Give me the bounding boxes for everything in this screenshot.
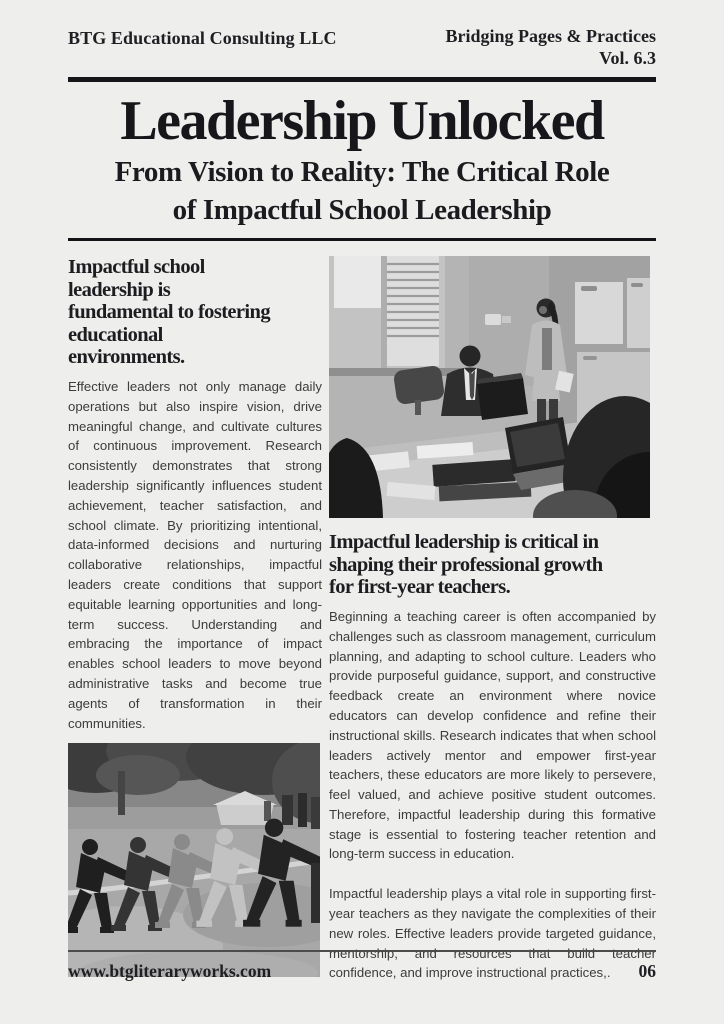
right-article-heading: Impactful leadership is critical in shaping their professional growth for first-year teachers. bbox=[329, 531, 603, 599]
subtitle-line-1: From Vision to Reality: The Critical Role bbox=[114, 155, 610, 188]
article-columns bbox=[68, 256, 656, 983]
right-article-body-paragraph-1: Beginning a teaching career is often accompanied by challenges such as classroom management, curriculum planning, and adapting to school culture. Leaders who provide purposeful guidance, support, and constructive feedback create an environment where novice educators can develop confidence and refine their instructional skills. Research indicates that when school leaders actively mentor and empower first-year teachers, these educators are more likely to persevere, feel valued, and achieve positive student outcomes. Therefore, impactful leadership during this formative stage is essential to fostering teacher retention and long-term success in education. bbox=[329, 608, 656, 862]
tug-of-war-illustration bbox=[68, 743, 320, 977]
classroom-illustration bbox=[329, 256, 650, 518]
subtitle bbox=[68, 154, 656, 229]
volume-number: Vol. 6.3 bbox=[599, 47, 656, 68]
issue-info bbox=[446, 26, 656, 70]
subtitle-line-2: of Impactful School Leadership bbox=[172, 193, 552, 226]
left-column bbox=[68, 256, 322, 983]
publication-name: Bridging Pages & Practices bbox=[445, 26, 656, 46]
right-article-body-paragraph-2: Impactful leadership plays a vital role in supporting first-year teachers as they navigate the complexities of their new roles. Effective leaders provide targeted guidance, mentorship, and resources that build teacher confidence, and improve instructional practices,. bbox=[329, 886, 656, 981]
page-number: 06 bbox=[638, 961, 656, 981]
classroom-photo bbox=[329, 256, 656, 518]
header-divider bbox=[68, 77, 656, 82]
left-article-body: Effective leaders not only manage daily operations but also inspire vision, drive meaningful change, and cultivate cultures of continuous improvement. Research consistently demonstrates that strong leadership significantly influences student achievement, teacher satisfaction, and school climate. By prioritizing intentional, data-informed decisions and nurturing collaborative relationships, impactful leaders create conditions that support equitable learning opportunities and long-term success. Understanding and embracing the importance of impact enables school leaders to move beyond administrative tasks and become true agents of transformation in their communities. bbox=[68, 379, 322, 731]
footer bbox=[68, 950, 656, 982]
website-url: www.btgliteraryworks.com bbox=[68, 961, 272, 981]
page-title: Leadership Unlocked bbox=[120, 89, 604, 152]
left-article-heading: Impactful school leadership is fundamental to fostering educational environments. bbox=[68, 256, 270, 369]
brand-name: BTG Educational Consulting LLC bbox=[68, 28, 337, 48]
tug-of-war-photo bbox=[68, 743, 322, 977]
masthead-divider bbox=[68, 238, 656, 241]
masthead bbox=[68, 89, 656, 229]
header bbox=[68, 26, 656, 70]
right-column bbox=[329, 256, 656, 983]
